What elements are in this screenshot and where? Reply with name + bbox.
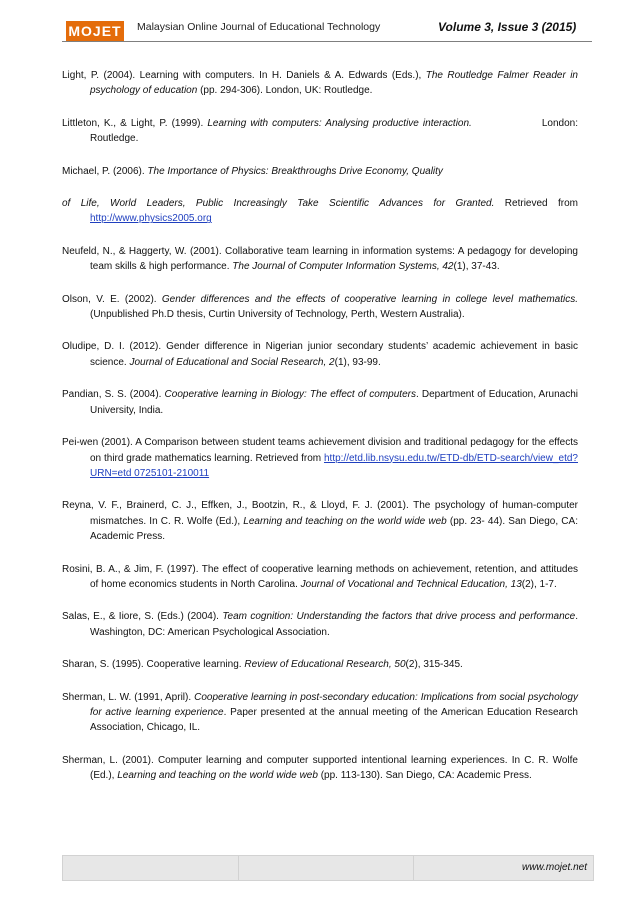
ref-text: (pp. 294-306). London, UK: Routledge.	[197, 85, 373, 97]
journal-title: Malaysian Online Journal of Educational Technology	[137, 21, 381, 33]
ref-text: Neufeld, N., & Haggerty, W. (2001). Collaborative team learning in information systems: A pedagogy for developing team skills & high performance.	[62, 245, 578, 273]
ref-text: Rosini, B. A., & Jim, F. (1997). The effect of cooperative learning methods on achievement, retention, and attitudes of home economics students in North Carolina.	[62, 563, 578, 590]
ref-title: Cooperative learning in Biology: The effect of computers	[164, 389, 416, 401]
ref-title: Journal of Vocational and Technical Education, 13	[300, 578, 522, 590]
ref-text: Sharan, S. (1995). Cooperative learning.	[62, 659, 245, 671]
reference-item	[62, 498, 578, 544]
ref-text: (pp. 23- 44). San Diego, CA: Academic Press.	[90, 515, 578, 543]
ref-title: The Importance of Physics: Breakthroughs Drive Economy, Quality	[147, 165, 443, 177]
ref-text: Pandian, S. S. (2004).	[62, 389, 165, 401]
ref-title: Learning and teaching on the world wide web	[117, 770, 318, 782]
ref-title: Team cognition: Understanding the factors that drive process and performance	[222, 611, 576, 623]
ref-title: Gender differences and the effects of cooperative learning in college level mathematics.	[161, 293, 579, 305]
reference-list	[62, 68, 578, 784]
ref-text: Sherman, L. W. (1991, April).	[62, 691, 195, 703]
ref-text: Olson, V. E. (2002).	[62, 293, 162, 305]
ref-link[interactable]: http://www.physics2005.org	[90, 213, 212, 225]
ref-text: . Washington, DC: American Psychological Association.	[90, 611, 579, 638]
header-divider	[62, 41, 592, 42]
ref-title: of Life, World Leaders, Public Increasingly Take Scientific Advances for Granted.	[62, 198, 495, 210]
ref-text: Sherman, L. (2001). Computer learning and computer supported intentional learning experiences. In C. R. Wolfe (Ed.),	[62, 754, 578, 782]
reference-item	[62, 196, 578, 227]
ref-text: Salas, E., & Iiore, S. (Eds.) (2004).	[62, 611, 223, 623]
reference-item	[62, 753, 578, 784]
reference-item	[62, 657, 578, 672]
reference-item	[62, 435, 578, 481]
reference-item	[62, 292, 578, 323]
volume-issue: Volume 3, Issue 3 (2015)	[438, 20, 577, 34]
reference-item	[62, 562, 578, 593]
ref-title: The Journal of Computer Information Systems, 42	[232, 261, 454, 273]
journal-logo: MOJET	[66, 21, 124, 41]
reference-item	[62, 244, 578, 275]
ref-title: Learning and teaching on the world wide web	[243, 515, 447, 527]
reference-item	[62, 116, 578, 147]
reference-item	[62, 68, 578, 99]
ref-title: Journal of Educational and Social Research, 2	[129, 356, 335, 368]
page-footer	[62, 855, 594, 881]
ref-text: Light, P. (2004). Learning with computers. In H. Daniels & A. Edwards (Eds.),	[62, 70, 426, 81]
footer-url: www.mojet.net	[521, 862, 587, 873]
ref-text: Michael, P. (2006).	[62, 165, 148, 177]
ref-text: Littleton, K., & Light, P. (1999).	[62, 117, 208, 129]
ref-text: (1), 93-99.	[334, 356, 381, 368]
ref-title: The Routledge Falmer Reader in psychology of education	[90, 70, 578, 97]
reference-item	[62, 609, 578, 640]
ref-title: Cooperative learning in post-secondary education: Implications from social psychology for active learning experience	[90, 691, 578, 718]
ref-text: Reyna, V. F., Brainerd, C. J., Effken, J., Bootzin, R., & Lloyd, F. J. (2001). The psychology of human-computer mismatches. In C. R. Wolfe (Ed.),	[62, 500, 578, 527]
footer-cell	[238, 856, 414, 880]
ref-text: Retrieved from	[494, 198, 579, 210]
reference-item	[62, 339, 578, 370]
ref-text: (1), 37-43.	[453, 261, 500, 273]
ref-text: (pp. 113-130). San Diego, CA: Academic Press.	[317, 770, 532, 782]
ref-title: Learning with computers: Analysing productive interaction.	[207, 117, 472, 129]
ref-text: (2), 1-7.	[521, 578, 557, 590]
ref-text: . Department of Education, Arunachi University, India.	[90, 389, 579, 416]
page-header	[0, 0, 638, 50]
ref-text: . Paper presented at the annual meeting of the American Education Research Association, Chicago, IL.	[90, 706, 578, 734]
ref-text: Oludipe, D. I. (2012). Gender difference in Nigerian junior secondary students’ academic achievement in basic science.	[62, 341, 578, 368]
ref-title: Review of Educational Research, 50	[244, 659, 406, 671]
reference-item	[62, 690, 578, 736]
ref-link[interactable]: http://etd.lib.nsysu.edu.tw/ETD-db/ETD-search/view_etd?URN=etd 0725101-210011	[90, 452, 578, 479]
ref-text: London: Routledge.	[90, 117, 578, 145]
reference-item	[62, 164, 578, 179]
ref-text: (2), 315-345.	[405, 659, 463, 671]
reference-item	[62, 387, 578, 418]
ref-text: (Unpublished Ph.D thesis, Curtin University of Technology, Perth, Western Australia).	[90, 309, 465, 321]
footer-cell	[63, 856, 239, 880]
ref-text: Pei-wen (2001). A Comparison between student teams achievement division and traditional pedagogy for the effects on third grade mathematics learning. Retrieved from	[62, 437, 578, 464]
